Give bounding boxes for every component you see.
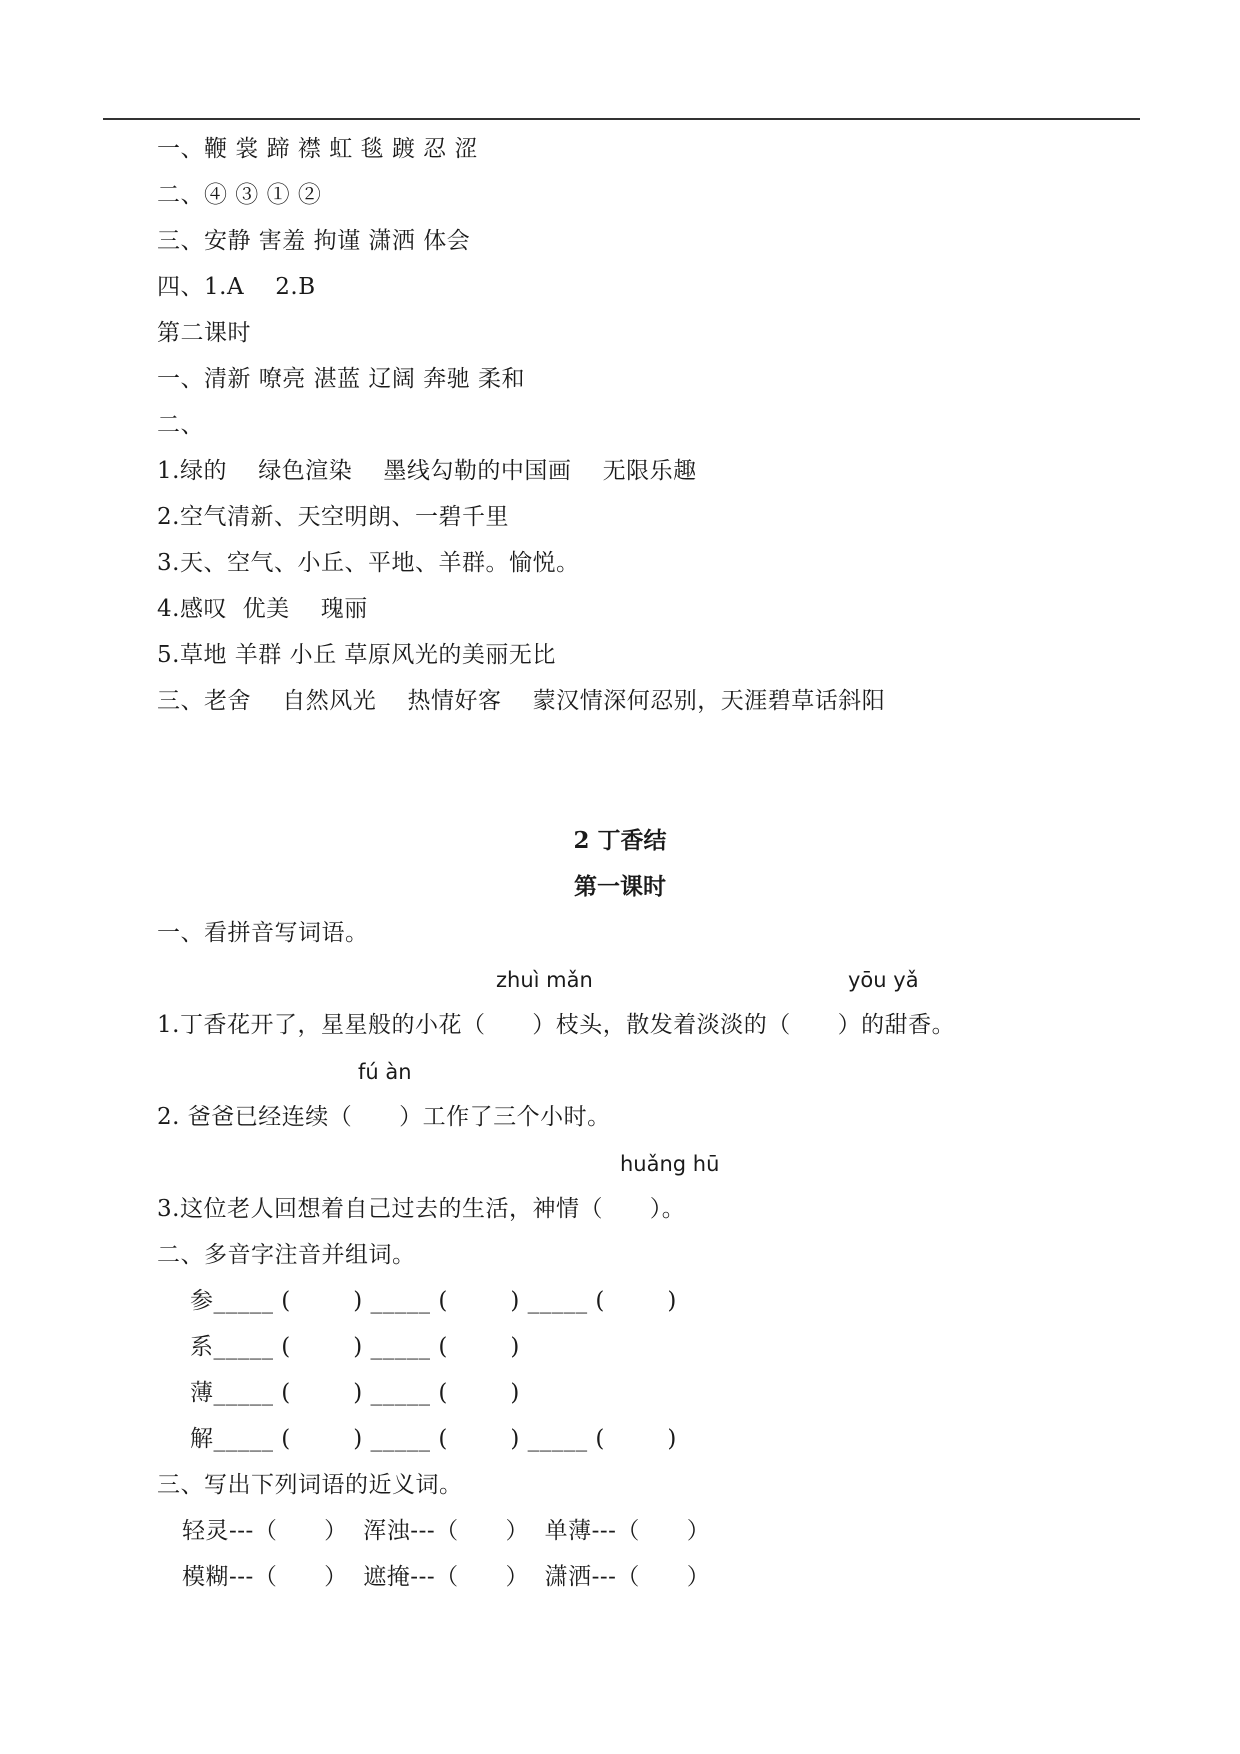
synonym-row-2: 模糊---（ ） 遮掩---（ ） 潇洒---（ ） bbox=[182, 1564, 711, 1590]
sentence-2: 2. 爸爸已经连续（ ）工作了三个小时。 bbox=[157, 1104, 611, 1130]
answer-line-6: 一、清新 嘹亮 湛蓝 辽阔 奔驰 柔和 bbox=[157, 366, 526, 392]
answer-line-5: 第二课时 bbox=[157, 320, 251, 346]
answer-line-8: 1.绿的 绿色渲染 墨线勾勒的中国画 无限乐趣 bbox=[157, 458, 697, 484]
lesson-title: 2 丁香结 bbox=[573, 827, 667, 854]
polyphone-xi: 系_____ ( ) _____ ( ) bbox=[190, 1334, 520, 1360]
pinyin-you-ya: yōu yǎ bbox=[848, 968, 919, 992]
pinyin-zhui-man: zhuì mǎn bbox=[496, 968, 593, 992]
answer-line-9: 2.空气清新、天空明朗、一碧千里 bbox=[157, 504, 509, 530]
pinyin-fu-an: fú àn bbox=[358, 1060, 412, 1084]
question-2-heading: 二、多音字注音并组词。 bbox=[157, 1242, 416, 1268]
answer-line-11: 4.感叹 优美 瑰丽 bbox=[157, 596, 368, 622]
header-rule bbox=[103, 118, 1140, 120]
answer-line-4: 四、1.A 2.B bbox=[157, 274, 316, 300]
answer-line-3: 三、安静 害羞 拘谨 潇洒 体会 bbox=[157, 228, 471, 254]
polyphone-bao: 薄_____ ( ) _____ ( ) bbox=[190, 1380, 520, 1406]
polyphone-jie: 解_____ ( ) _____ ( ) _____ ( ) bbox=[190, 1426, 677, 1452]
answer-line-10: 3.天、空气、小丘、平地、羊群。愉悦。 bbox=[157, 550, 580, 576]
question-3-heading: 三、写出下列词语的近义词。 bbox=[157, 1472, 463, 1498]
pinyin-huang-hu: huǎng hū bbox=[620, 1152, 720, 1176]
answer-line-2: 二、④ ③ ① ② bbox=[157, 182, 322, 208]
sentence-1: 1.丁香花开了，星星般的小花（ ）枝头，散发着淡淡的（ ）的甜香。 bbox=[157, 1012, 956, 1038]
sentence-3: 3.这位老人回想着自己过去的生活，神情（ ）。 bbox=[157, 1196, 686, 1222]
answer-line-13: 三、老舍 自然风光 热情好客 蒙汉情深何忍别，天涯碧草话斜阳 bbox=[157, 688, 886, 714]
answer-line-12: 5.草地 羊群 小丘 草原风光的美丽无比 bbox=[157, 642, 556, 668]
question-1-heading: 一、看拼音写词语。 bbox=[157, 920, 369, 946]
answer-line-7: 二、 bbox=[157, 412, 204, 438]
answer-line-1: 一、鞭 裳 蹄 襟 虹 毯 踱 忍 涩 bbox=[157, 136, 478, 162]
lesson-subtitle: 第一课时 bbox=[574, 873, 666, 900]
polyphone-can: 参_____ ( ) _____ ( ) _____ ( ) bbox=[190, 1288, 677, 1314]
synonym-row-1: 轻灵---（ ） 浑浊---（ ） 单薄---（ ） bbox=[182, 1518, 711, 1544]
